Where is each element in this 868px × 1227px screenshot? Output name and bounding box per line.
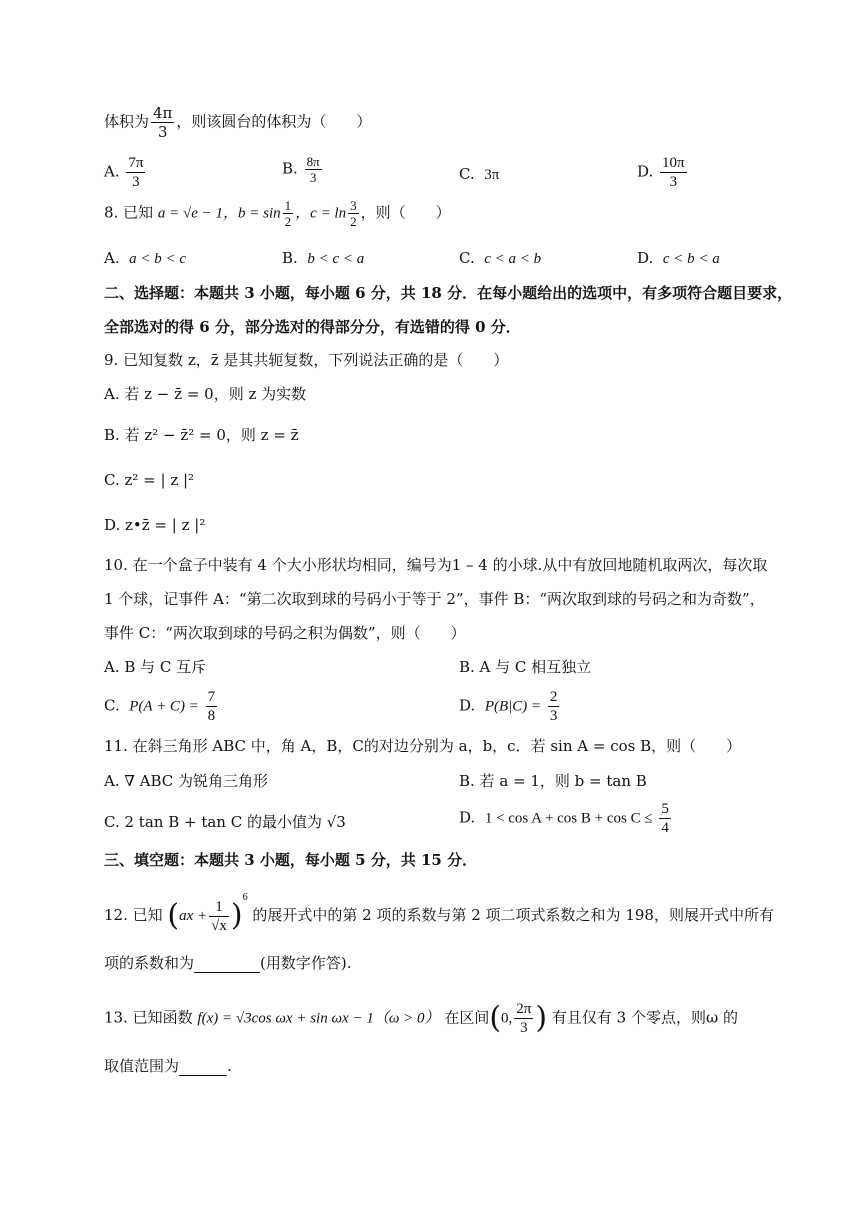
frac-num: 2π: [516, 1001, 532, 1017]
answer-blank[interactable]: [179, 1059, 227, 1076]
q8-stem: [104, 198, 451, 229]
q7-option-d: [637, 154, 689, 191]
q13-line2-suffix: .: [227, 1057, 232, 1075]
option-fraction: [660, 154, 687, 191]
q10-option-a: A. B 与 C 互斥: [104, 658, 207, 676]
q8-a-expr: a = √e − 1: [157, 205, 224, 222]
frac-num: 1: [209, 898, 229, 917]
q11-option-c: C. 2 tan B + tan C 的最小值为 √3: [104, 813, 346, 831]
option-fraction: [206, 688, 218, 725]
q8-option-a: [104, 248, 186, 269]
q8-option-b: [282, 248, 364, 269]
q11-stem: 11. 在斜三角形 ABC 中，角 A，B，C的对边分别为 a，b，c．若 sin A = cos B，则（ ）: [104, 737, 742, 755]
q12-line1: [104, 888, 774, 935]
option-label: C.: [459, 165, 475, 183]
frac-den: √x: [211, 917, 227, 934]
q13-line1: [104, 1000, 738, 1037]
q7-cont-prefix: 体积为: [104, 112, 150, 131]
q10-line1: 10. 在一个盒子中装有 4 个大小形状均相同，编号为1 – 4 的小球.从中有放回地随机取两次，每次取: [104, 556, 768, 574]
left-paren: (: [167, 898, 180, 933]
section3-heading: 三、填空题：本题共 3 小题，每小题 5 分，共 15 分．: [104, 851, 478, 869]
q10-option-d: [459, 688, 561, 725]
q10-option-c: [104, 688, 219, 725]
frac-num: 7π: [128, 155, 144, 171]
answer-blank[interactable]: [194, 956, 260, 973]
frac-num: 5: [661, 801, 669, 817]
option-label: C.: [104, 696, 120, 715]
option-label: A.: [104, 249, 120, 267]
q12-power: 6: [242, 892, 248, 903]
option-label: B.: [282, 159, 298, 178]
q13-function: f(x) = √3cos ωx + sin ωx − 1（ω > 0）: [197, 1010, 440, 1027]
frac-den: 8: [207, 708, 216, 724]
q11-option-b: B. 若 a = 1，则 b = tan B: [459, 772, 647, 790]
q11-option-a: A. ∇ ABC 为锐角三角形: [104, 772, 268, 790]
q8-b-fraction: [283, 198, 294, 229]
frac-num: 10π: [662, 155, 685, 171]
q7-frac-den: 3: [157, 123, 168, 141]
q9-option-b: B. 若 z² − z̄² = 0，则 z = z̄: [104, 426, 299, 444]
q12-suffix: 的展开式中的第 2 项的系数与第 2 项二项式系数之和为 198，则展开式中所有: [252, 906, 774, 924]
right-paren: ): [535, 1000, 548, 1036]
option-text: c < b < a: [662, 251, 720, 267]
q7-option-b: [282, 154, 324, 185]
section2-heading-line2: 全部选对的得 6 分，部分选对的得部分分，有选错的得 0 分．: [104, 318, 521, 336]
option-fraction: [659, 800, 671, 837]
frac-num: 8π: [306, 154, 320, 169]
frac-den: 3: [309, 170, 317, 185]
q7-cont-suffix: ，则该圆台的体积为（ ）: [176, 112, 372, 131]
frac-den: 3: [520, 1020, 528, 1036]
option-expr: P(B|C) =: [484, 698, 542, 715]
q9-option-c: C. z² = | z |²: [104, 471, 195, 489]
q12-line2: [104, 953, 352, 973]
option-text: a < b < c: [129, 251, 187, 267]
option-expr: P(A + C) =: [129, 698, 199, 715]
frac-num: 3: [350, 198, 357, 213]
option-label: D.: [637, 162, 654, 181]
q9-stem: 9. 已知复数 z，z̄ 是其共轭复数，下列说法正确的是（ ）: [104, 351, 509, 369]
option-expr: 1 < cos A + cos B + cos C ≤: [484, 810, 653, 827]
q7-frac-num: 4π: [153, 104, 173, 122]
q9-option-d: D. z•z̄ = | z |²: [104, 516, 206, 534]
option-label: B.: [282, 249, 298, 267]
frac-den: 4: [661, 820, 669, 836]
option-text: c < a < b: [484, 251, 542, 267]
q13-line2-prefix: 取值范围为: [104, 1057, 180, 1075]
right-paren: ): [230, 898, 243, 933]
option-text: b < c < a: [307, 251, 365, 267]
q10-line3: 事件 C：“两次取到球的号码之积为偶数”，则（ ）: [104, 624, 466, 642]
q13-prefix: 13. 已知函数: [104, 1008, 193, 1027]
q13-interval-start: 0,: [501, 1010, 513, 1027]
q12-line2-suffix: (用数字作答).: [260, 954, 352, 972]
q10-line2: 1 个球，记事件 A：“第二次取到球的号码小于等于 2”，事件 B：“两次取到球的号码之和为奇数”，: [104, 590, 765, 608]
frac-num: 1: [284, 198, 292, 213]
q13-line2: [104, 1056, 232, 1076]
option-label: D.: [637, 249, 654, 267]
q7-continuation: [104, 104, 371, 141]
section2-heading-line1: 二、选择题：本题共 3 小题，每小题 6 分，共 18 分．在每小题给出的选项中，有多项符合题目要求，: [104, 284, 793, 302]
q11-option-d: [459, 800, 673, 837]
frac-den: 3: [132, 174, 140, 190]
q8-option-c: [459, 248, 541, 269]
q8-number: 8. 已知: [104, 203, 154, 222]
option-fraction: [126, 154, 145, 191]
frac-den: 3: [549, 708, 558, 724]
q13-mid: 在区间: [444, 1008, 490, 1027]
q8-c-fraction: [348, 198, 359, 229]
frac-den: 3: [669, 174, 678, 190]
frac-den: 2: [350, 214, 357, 229]
frac-den: 2: [284, 214, 292, 229]
q8-b-expr: ，b = sin: [223, 205, 281, 222]
q13-suffix: 有且仅有 3 个零点，则ω 的: [551, 1008, 738, 1027]
q7-option-a: [104, 154, 147, 191]
q12-prefix: 12. 已知: [104, 906, 163, 924]
option-fraction: [305, 154, 322, 185]
q8-option-d: [637, 248, 720, 269]
q7-volume-fraction: [151, 104, 174, 141]
frac-num: 2: [549, 689, 558, 705]
left-paren: (: [489, 1000, 502, 1036]
q8-tail: ，则（ ）: [360, 203, 451, 222]
option-label: D.: [459, 808, 476, 827]
q12-fraction: [209, 898, 229, 935]
q12-expr: ax +: [179, 908, 208, 924]
q12-line2-prefix: 项的系数和为: [104, 954, 195, 972]
q9-option-a: A. 若 z − z̄ = 0，则 z 为实数: [104, 385, 307, 403]
q10-option-b: B. A 与 C 相互独立: [459, 658, 592, 676]
option-text: 3π: [484, 167, 500, 183]
q8-c-expr: ，c = ln: [295, 205, 347, 222]
option-label: C.: [459, 249, 475, 267]
frac-num: 7: [207, 689, 216, 705]
option-label: A.: [104, 162, 120, 181]
option-label: D.: [459, 696, 476, 715]
q7-option-c: [459, 164, 499, 185]
option-fraction: [548, 688, 560, 725]
q13-interval-fraction: [514, 1000, 533, 1037]
